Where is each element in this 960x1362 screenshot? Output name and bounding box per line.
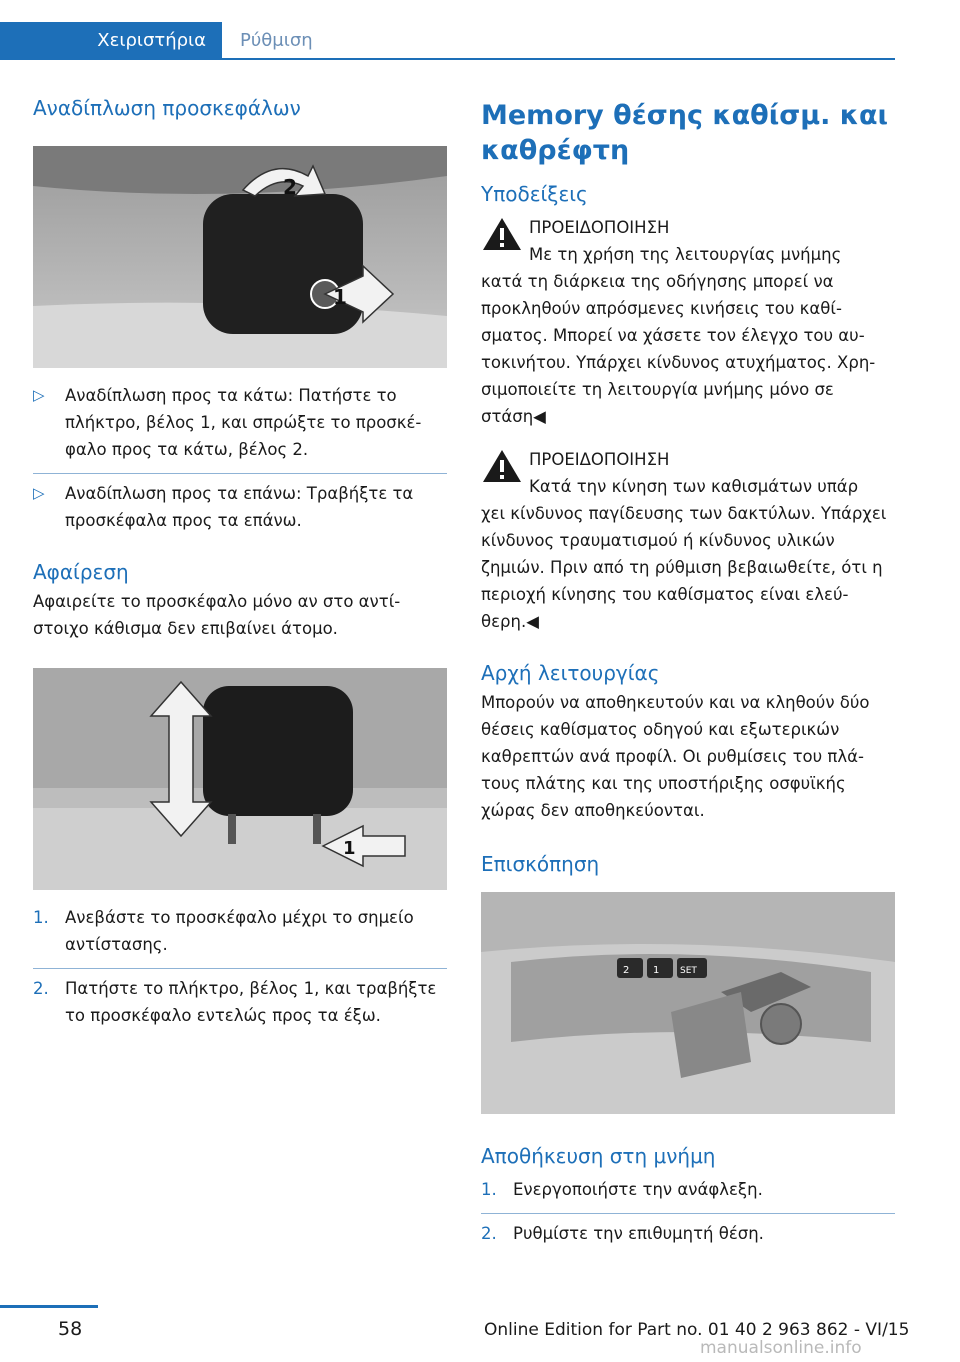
arrow-label-2: 2 xyxy=(283,175,297,199)
memory-button-1: 1 xyxy=(653,965,660,976)
hints-title: Υποδείξεις xyxy=(481,182,588,206)
tab-controls[interactable]: Χειριστήρια xyxy=(0,22,222,60)
warning-text: κατά τη διάρκεια της οδήγησης μπορεί να προκληθούν απρόσμενες κινήσεις του καθίσματος. Μπορεί να χάσετε τον έλεγχο του αυτοκινήτου. Υπάρχει κίνδυνος ατυχήματος. Χρησιμοποιείτε τη λειτουργία μνήμης μόνο σε στάση◀ xyxy=(481,272,876,426)
store-step-2 xyxy=(481,1220,895,1247)
headrest-fold-image xyxy=(33,146,447,368)
warning-text: χει κίνδυνος παγίδευσης των δακτύλων. Υπάρχει κίνδυνος τραυματισμού ή κίνδυνος υλικών ζημιών. Πριν από τη ρύθμιση βεβαιωθείτε, ότι η περιοχή κίνησης του καθίσματος είναι ελεύθερη.◀ xyxy=(481,504,887,631)
memory-button-set: SET xyxy=(680,966,697,976)
section-title-fold-headrests: Αναδίπλωση προσκεφάλων xyxy=(33,96,301,120)
arrow-label-1: 1 xyxy=(343,838,356,859)
step-text: Ενεργοποιήστε την ανάφλεξη. xyxy=(513,1180,763,1199)
warning-first-line: Κατά την κίνηση των καθισμάτων υπάρ xyxy=(529,477,859,496)
header xyxy=(0,0,960,62)
principle-text: Μπορούν να αποθηκευτούν και να κληθούν δύο θέσεις καθίσματος οδηγού και εξωτερικών καθρεπτών ανά προφίλ. Οι ρυθμίσεις του πλάτους πλάτης και της υποστήριξης οσφυϊκής χώρας δεν αποθηκεύονται. xyxy=(481,693,870,820)
bullet-text: Αναδίπλωση προς τα επάνω: Τραβήξτε τα προσκέφαλα προς τα επάνω. xyxy=(65,484,414,530)
warning-label: ΠΡΟΕΙΔΟΠΟΙΗΣΗ xyxy=(529,450,670,469)
warning-triangle-icon xyxy=(481,216,523,252)
principle-title: Αρχή λειτουργίας xyxy=(481,661,660,685)
bullet-fold-down xyxy=(33,382,447,463)
warning-label: ΠΡΟΕΙΔΟΠΟΙΗΣΗ xyxy=(529,218,670,237)
page-number: 58 xyxy=(58,1318,83,1340)
header-rule xyxy=(222,58,895,60)
warning-triangle-icon xyxy=(481,448,523,484)
step-number: 2. xyxy=(33,979,49,998)
step-text: Ανεβάστε το προσκέφαλο μέχρι το σημείο αντίστασης. xyxy=(65,908,414,954)
step-text: Ρυθμίστε την επιθυμητή θέση. xyxy=(513,1224,764,1243)
watermark: manualsonline.info xyxy=(700,1338,862,1358)
step-separator xyxy=(481,1213,895,1214)
step-text: Πατήστε το πλήκτρο, βέλος 1, και τραβήξτε το προσκέφαλο εντελώς προς τα έξω. xyxy=(65,979,437,1025)
triangle-bullet-icon: ▷ xyxy=(33,386,45,404)
overview-title: Επισκόπηση xyxy=(481,852,600,876)
step-number: 1. xyxy=(481,1180,497,1199)
page-title: Memory θέσης καθίσμ. και καθρέφτη xyxy=(481,100,889,166)
step-separator xyxy=(33,968,447,969)
removal-text: Αφαιρείτε το προσκέφαλο μόνο αν στο αντίστοιχο κάθισμα δεν επιβαίνει άτομο. xyxy=(33,592,401,638)
footer-bar xyxy=(0,1305,98,1308)
bullet-text: Αναδίπλωση προς τα κάτω: Πατήστε το πλήκτρο, βέλος 1, και σπρώξτε το προσκέφαλο προς τα κάτω, βέλος 2. xyxy=(65,386,422,459)
edition-text: Online Edition for Part no. 01 40 2 963 862 - VI/15 xyxy=(484,1320,910,1340)
seat-controls-image xyxy=(481,892,895,1114)
step-1 xyxy=(33,904,447,958)
right-column xyxy=(481,98,895,1247)
bullet-separator xyxy=(33,473,447,474)
tab-adjustment[interactable]: Ρύθμιση xyxy=(240,30,313,51)
triangle-bullet-icon: ▷ xyxy=(33,484,45,502)
warning-pinching xyxy=(481,446,895,635)
headrest-removal-image xyxy=(33,668,447,890)
step-number: 1. xyxy=(33,908,49,927)
store-step-1 xyxy=(481,1176,895,1203)
store-title: Αποθήκευση στη μνήμη xyxy=(481,1144,716,1168)
warning-memory xyxy=(481,214,895,430)
bullet-fold-up xyxy=(33,480,447,534)
left-column xyxy=(33,96,447,1029)
memory-button-2: 2 xyxy=(623,965,630,976)
step-number: 2. xyxy=(481,1224,497,1243)
arrow-label-1: 1 xyxy=(333,285,347,309)
warning-first-line: Με τη χρήση της λειτουργίας μνήμης xyxy=(529,245,842,264)
section-title-removal: Αφαίρεση xyxy=(33,560,129,584)
step-2 xyxy=(33,975,447,1029)
